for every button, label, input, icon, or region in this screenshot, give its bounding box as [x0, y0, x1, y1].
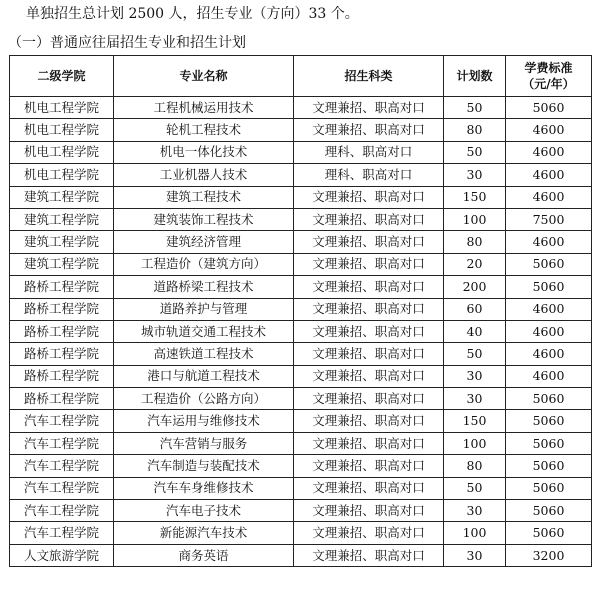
table-row [10, 500, 592, 522]
intro-text: 单独招生总计划 2500 人，招生专业（方向）33 个。 [26, 6, 359, 22]
cell-subject: 文理兼招、职高对口 [294, 432, 444, 454]
cell-fee: 7500 [506, 208, 592, 230]
cell-fee: 5060 [506, 253, 592, 275]
header-fee-line2: （元/年） [522, 77, 575, 91]
cell-fee: 5060 [506, 522, 592, 544]
cell-major: 商务英语 [114, 544, 294, 566]
cell-subject: 文理兼招、职高对口 [294, 119, 444, 141]
table-row [10, 365, 592, 387]
cell-fee: 5060 [506, 455, 592, 477]
cell-fee: 5060 [506, 477, 592, 499]
cell-plan: 50 [444, 343, 506, 365]
table-row [10, 343, 592, 365]
table-row [10, 276, 592, 298]
cell-plan: 50 [444, 141, 506, 163]
header-fee-line1: 学费标准 [524, 61, 573, 75]
cell-plan: 150 [444, 410, 506, 432]
cell-subject: 文理兼招、职高对口 [294, 343, 444, 365]
table-row [10, 231, 592, 253]
cell-college: 汽车工程学院 [10, 455, 114, 477]
table-body [10, 97, 592, 567]
cell-plan: 150 [444, 186, 506, 208]
table-row [10, 164, 592, 186]
cell-plan: 30 [444, 388, 506, 410]
cell-college: 汽车工程学院 [10, 432, 114, 454]
cell-plan: 30 [444, 544, 506, 566]
cell-plan: 200 [444, 276, 506, 298]
cell-fee: 4600 [506, 164, 592, 186]
cell-major: 汽车运用与维修技术 [114, 410, 294, 432]
table-row [10, 477, 592, 499]
cell-major: 建筑装饰工程技术 [114, 208, 294, 230]
cell-subject: 文理兼招、职高对口 [294, 320, 444, 342]
cell-fee: 5060 [506, 500, 592, 522]
table-row [10, 544, 592, 566]
cell-major: 汽车制造与装配技术 [114, 455, 294, 477]
cell-subject: 文理兼招、职高对口 [294, 410, 444, 432]
table-row [10, 298, 592, 320]
cell-major: 汽车车身维修技术 [114, 477, 294, 499]
cell-major: 工业机器人技术 [114, 164, 294, 186]
cell-plan: 100 [444, 432, 506, 454]
enrollment-plan-table [9, 55, 592, 567]
cell-fee: 5060 [506, 388, 592, 410]
cell-major: 城市轨道交通工程技术 [114, 320, 294, 342]
cell-plan: 30 [444, 365, 506, 387]
cell-major: 工程造价（建筑方向） [114, 253, 294, 275]
cell-college: 路桥工程学院 [10, 320, 114, 342]
cell-major: 工程造价（公路方向） [114, 388, 294, 410]
table-row [10, 97, 592, 119]
cell-fee: 3200 [506, 544, 592, 566]
cell-subject: 文理兼招、职高对口 [294, 455, 444, 477]
table-row [10, 208, 592, 230]
cell-plan: 40 [444, 320, 506, 342]
cell-fee: 4600 [506, 365, 592, 387]
cell-major: 汽车营销与服务 [114, 432, 294, 454]
cell-college: 建筑工程学院 [10, 186, 114, 208]
cell-plan: 50 [444, 477, 506, 499]
cell-college: 汽车工程学院 [10, 410, 114, 432]
cell-major: 汽车电子技术 [114, 500, 294, 522]
cell-college: 建筑工程学院 [10, 253, 114, 275]
cell-subject: 文理兼招、职高对口 [294, 97, 444, 119]
cell-college: 路桥工程学院 [10, 343, 114, 365]
table-header [10, 56, 592, 97]
cell-college: 路桥工程学院 [10, 365, 114, 387]
cell-subject: 文理兼招、职高对口 [294, 276, 444, 298]
cell-subject: 文理兼招、职高对口 [294, 388, 444, 410]
cell-college: 路桥工程学院 [10, 388, 114, 410]
cell-plan: 30 [444, 164, 506, 186]
cell-plan: 100 [444, 208, 506, 230]
cell-plan: 100 [444, 522, 506, 544]
table-row [10, 320, 592, 342]
cell-college: 汽车工程学院 [10, 477, 114, 499]
cell-major: 轮机工程技术 [114, 119, 294, 141]
cell-subject: 理科、职高对口 [294, 164, 444, 186]
cell-fee: 4600 [506, 343, 592, 365]
cell-college: 路桥工程学院 [10, 298, 114, 320]
table-row [10, 455, 592, 477]
cell-subject: 文理兼招、职高对口 [294, 253, 444, 275]
cell-plan: 80 [444, 231, 506, 253]
cell-college: 机电工程学院 [10, 164, 114, 186]
header-row [10, 56, 592, 97]
cell-major: 工程机械运用技术 [114, 97, 294, 119]
cell-fee: 4600 [506, 186, 592, 208]
cell-subject: 文理兼招、职高对口 [294, 208, 444, 230]
cell-college: 汽车工程学院 [10, 522, 114, 544]
cell-college: 机电工程学院 [10, 141, 114, 163]
table-row [10, 522, 592, 544]
cell-plan: 30 [444, 500, 506, 522]
cell-major: 建筑经济管理 [114, 231, 294, 253]
table-row [10, 119, 592, 141]
cell-major: 高速铁道工程技术 [114, 343, 294, 365]
cell-fee: 4600 [506, 119, 592, 141]
cell-subject: 文理兼招、职高对口 [294, 365, 444, 387]
cell-major: 建筑工程技术 [114, 186, 294, 208]
section-title: （一）普通应往届招生专业和招生计划 [8, 35, 246, 51]
cell-plan: 50 [444, 97, 506, 119]
cell-plan: 60 [444, 298, 506, 320]
cell-fee: 5060 [506, 97, 592, 119]
cell-college: 人文旅游学院 [10, 544, 114, 566]
header-plan: 计划数 [444, 56, 506, 97]
cell-college: 建筑工程学院 [10, 231, 114, 253]
cell-college: 路桥工程学院 [10, 276, 114, 298]
cell-fee: 5060 [506, 410, 592, 432]
cell-college: 机电工程学院 [10, 119, 114, 141]
cell-college: 建筑工程学院 [10, 208, 114, 230]
cell-subject: 文理兼招、职高对口 [294, 186, 444, 208]
cell-college: 汽车工程学院 [10, 500, 114, 522]
table-row [10, 410, 592, 432]
cell-subject: 文理兼招、职高对口 [294, 522, 444, 544]
cell-major: 新能源汽车技术 [114, 522, 294, 544]
table-row [10, 186, 592, 208]
cell-fee: 4600 [506, 320, 592, 342]
cell-subject: 文理兼招、职高对口 [294, 544, 444, 566]
cell-plan: 80 [444, 119, 506, 141]
cell-major: 道路桥梁工程技术 [114, 276, 294, 298]
header-major: 专业名称 [114, 56, 294, 97]
cell-college: 机电工程学院 [10, 97, 114, 119]
cell-major: 道路养护与管理 [114, 298, 294, 320]
table-row [10, 388, 592, 410]
cell-major: 港口与航道工程技术 [114, 365, 294, 387]
cell-fee: 4600 [506, 231, 592, 253]
cell-subject: 理科、职高对口 [294, 141, 444, 163]
cell-subject: 文理兼招、职高对口 [294, 477, 444, 499]
header-fee [506, 56, 592, 97]
table-row [10, 141, 592, 163]
cell-fee: 4600 [506, 298, 592, 320]
cell-plan: 80 [444, 455, 506, 477]
cell-fee: 5060 [506, 432, 592, 454]
cell-subject: 文理兼招、职高对口 [294, 500, 444, 522]
table-row [10, 432, 592, 454]
cell-subject: 文理兼招、职高对口 [294, 231, 444, 253]
cell-fee: 4600 [506, 141, 592, 163]
header-subject: 招生科类 [294, 56, 444, 97]
cell-plan: 20 [444, 253, 506, 275]
cell-subject: 文理兼招、职高对口 [294, 298, 444, 320]
table-row [10, 253, 592, 275]
header-college: 二级学院 [10, 56, 114, 97]
cell-major: 机电一体化技术 [114, 141, 294, 163]
cell-fee: 5060 [506, 276, 592, 298]
